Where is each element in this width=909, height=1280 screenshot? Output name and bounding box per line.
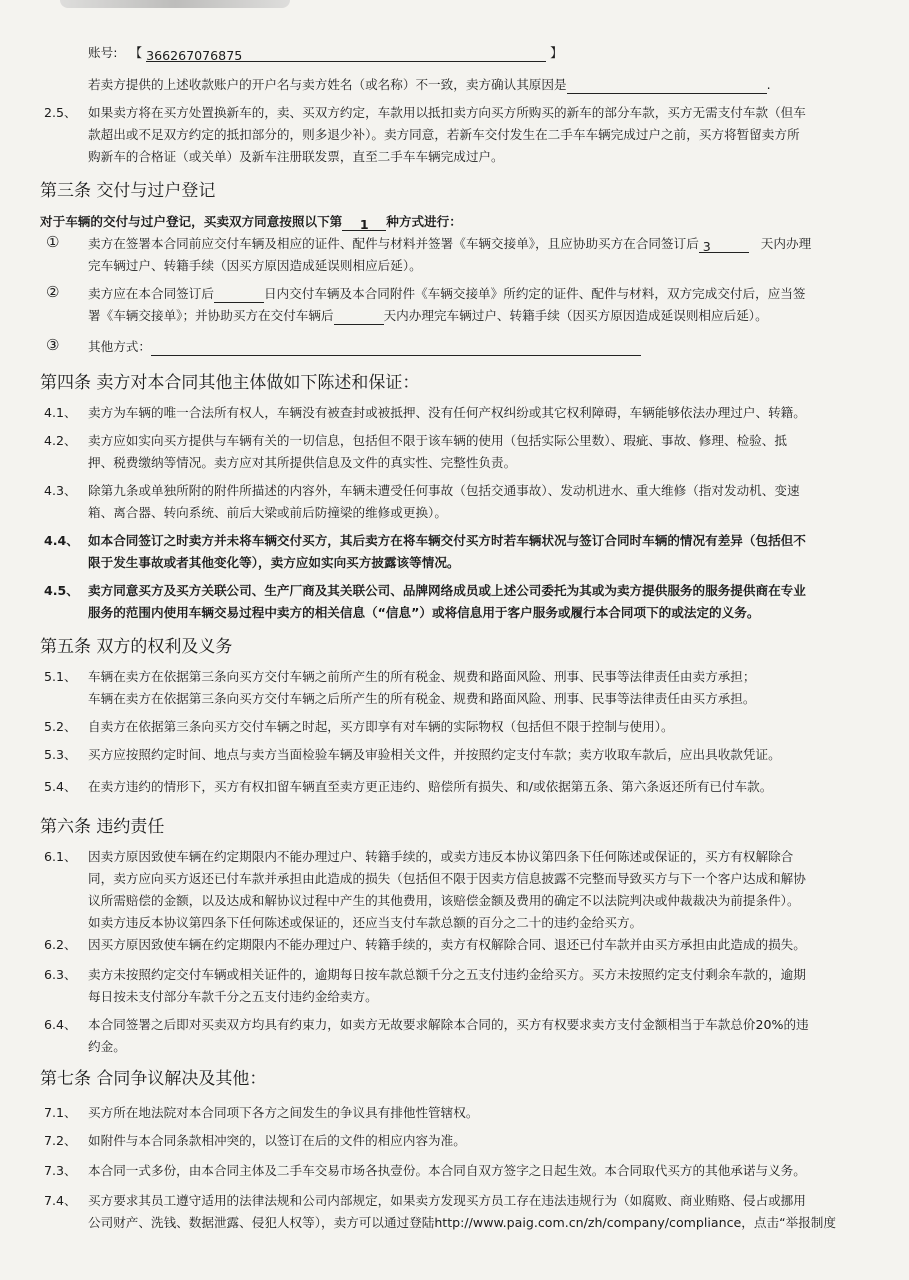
account-value: 366267076875 bbox=[146, 47, 546, 62]
clause-number: 4.3、 bbox=[44, 483, 77, 498]
clause-line: 每日按未支付部分车款千分之五支付违约金给卖方。 bbox=[88, 989, 378, 1004]
option-1-days: 3 bbox=[699, 238, 749, 253]
clause-number: 7.3、 bbox=[44, 1163, 77, 1178]
clause-line: 如附件与本合同条款相冲突的，以签订在后的文件的相应内容为准。 bbox=[88, 1133, 466, 1148]
clause-line: 议所需赔偿的金额，以及达成和解协议过程中产生的其他费用，该赔偿金额及费用的确定不以法院判决或仲裁裁决为前提条件）。 bbox=[88, 893, 800, 908]
clause-line: 公司财产、洗钱、数据泄露、侵犯人权等），卖方可以通过登陆http://www.paig.com.cn/zh/company/compliance，点击“举报制度 bbox=[88, 1215, 836, 1230]
clause-number: 5.4、 bbox=[44, 779, 77, 794]
option-2-mark: ② bbox=[46, 283, 60, 301]
option-2-days-blank bbox=[214, 288, 264, 303]
clause-number: 4.2、 bbox=[44, 433, 77, 448]
clause-number: 6.4、 bbox=[44, 1017, 77, 1032]
option-2-transfer-blank bbox=[334, 310, 384, 325]
clause-line: 买方要求其员工遵守适用的法律法规和公司内部规定，如果卖方发现买方员工存在违法违规行为（如腐败、商业贿赂、侵占或挪用 bbox=[88, 1193, 806, 1208]
clause-number: 6.3、 bbox=[44, 967, 77, 982]
mismatch-blank bbox=[567, 79, 767, 94]
article3-title: 第三条 交付与过户登记 bbox=[40, 181, 216, 201]
option-1-line1: 卖方在签署本合同前应交付车辆及相应的证件、配件与材料并签署《车辆交接单》，且应协助买方在合同签订后 3 天内办理 bbox=[88, 236, 812, 254]
account-label: 账号: bbox=[88, 45, 118, 60]
clause-number: 6.1、 bbox=[44, 849, 77, 864]
clause-line: 如本合同签订之时卖方并未将车辆交付买方，其后卖方在将车辆交付买方时若车辆状况与签订合同时车辆的情况有差异（包括但不 bbox=[88, 533, 806, 548]
clause-line: 如果卖方将在买方处置换新车的，卖、买双方约定，车款用以抵扣卖方向买方所购买的新车的部分车款，买方无需支付车款（但车 bbox=[88, 105, 806, 120]
clause-line: 同，卖方应向买方返还已付车款并承担由此造成的损失（包括但不限于因卖方信息披露不完整而导致买方与下一个客户达成和解协 bbox=[88, 871, 806, 886]
clause-line: 服务的范围内使用车辆交易过程中卖方的相关信息（“信息”）或将信息用于客户服务或履行本合同项下的或法定的义务。 bbox=[88, 605, 760, 620]
account-bracket-open: 【 bbox=[129, 45, 143, 60]
clause-line: 箱、离合器、转向系统、前后大梁或前后防撞梁的维修或更换）。 bbox=[88, 505, 447, 520]
scan-shadow bbox=[60, 0, 290, 8]
article5-title: 第五条 双方的权利及义务 bbox=[40, 637, 233, 657]
clause-number: 5.1、 bbox=[44, 669, 77, 684]
clause-line: 因买方原因致使车辆在约定期限内不能办理过户、转籍手续的，卖方有权解除合同、退还已付车款并由买方承担由此造成的损失。 bbox=[88, 937, 806, 952]
option-1-line2: 完车辆过户、转籍手续（因买方原因造成延误则相应后延）。 bbox=[88, 258, 422, 273]
account-line bbox=[88, 44, 563, 62]
clause-line: 买方应按照约定时间、地点与卖方当面检验车辆及审验相关文件，并按照约定支付车款；卖方收取车款后，应出具收款凭证。 bbox=[88, 747, 781, 762]
clause-line: 押、税费缴纳等情况。卖方应对其所提供信息及文件的真实性、完整性负责。 bbox=[88, 455, 517, 470]
option-2-line2: 署《车辆交接单》；并协助买方在交付车辆后 天内办理完车辆过户、转籍手续（因买方原因造成延误则相应后延）。 bbox=[88, 308, 768, 323]
clause-number: 7.4、 bbox=[44, 1193, 77, 1208]
option-3-mark: ③ bbox=[46, 336, 60, 354]
clause-line: 约金。 bbox=[88, 1039, 126, 1054]
article7-title: 第七条 合同争议解决及其他： bbox=[40, 1069, 267, 1089]
clause-line: 卖方同意买方及买方关联公司、生产厂商及其关联公司、品牌网络成员或上述公司委托为其或为卖方提供服务的服务提供商在专业 bbox=[88, 583, 806, 598]
option-3-line: 其他方式： bbox=[88, 338, 641, 356]
option-2-line1: 卖方应在本合同签订后 日内交付车辆及本合同附件《车辆交接单》所约定的证件、配件与材料，双方完成交付后，应当签 bbox=[88, 286, 806, 301]
clause-line: 车辆在卖方在依据第三条向买方交付车辆之前所产生的所有税金、规费和路面风险、刑事、民事等法律责任由卖方承担； bbox=[88, 669, 756, 684]
article3-lead: 对于车辆的交付与过户登记，买卖双方同意按照以下第 1 种方式进行： bbox=[40, 214, 462, 232]
clause-number: 4.1、 bbox=[44, 405, 77, 420]
clause-line: 自卖方在依据第三条向买方交付车辆之时起，买方即享有对车辆的实际物权（包括但不限于控制与使用）。 bbox=[88, 719, 674, 734]
clause-line: 除第九条或单独所附的附件所描述的内容外，车辆未遭受任何事故（包括交通事故）、发动机进水、重大维修（指对发动机、变速 bbox=[88, 483, 800, 498]
clause-line: 本合同签署之后即对买卖双方均具有约束力，如卖方无故要求解除本合同的，买方有权要求卖方支付金额相当于车款总价20%的违 bbox=[88, 1017, 809, 1032]
article6-title: 第六条 违约责任 bbox=[40, 817, 165, 837]
clause-number: 5.3、 bbox=[44, 747, 77, 762]
option-3-blank bbox=[151, 341, 641, 356]
clause-line: 购新车的合格证（或关单）及新车注册联发票，直至二手车车辆完成过户。 bbox=[88, 149, 504, 164]
clause-line: 车辆在卖方在依据第三条向买方交付车辆之后所产生的所有税金、规费和路面风险、刑事、民事等法律责任由买方承担。 bbox=[88, 691, 756, 706]
clause-line: 限于发生事故或者其他变化等），卖方应如实向买方披露该等情况。 bbox=[88, 555, 460, 570]
article4-title: 第四条 卖方对本合同其他主体做如下陈述和保证： bbox=[40, 373, 420, 393]
clause-number: 5.2、 bbox=[44, 719, 77, 734]
account-bracket-close: 】 bbox=[550, 45, 563, 60]
clause-line: 因卖方原因致使车辆在约定期限内不能办理过户、转籍手续的，或卖方违反本协议第四条下任何陈述或保证的，买方有权解除合 bbox=[88, 849, 794, 864]
clause-number: 7.1、 bbox=[44, 1105, 77, 1120]
method-number: 1 bbox=[342, 216, 386, 231]
mismatch-line: 若卖方提供的上述收款账户的开户名与卖方姓名（或名称）不一致，卖方确认其原因是 . bbox=[88, 77, 771, 92]
clause-line: 买方所在地法院对本合同项下各方之间发生的争议具有排他性管辖权。 bbox=[88, 1105, 479, 1120]
clause-number: 7.2、 bbox=[44, 1133, 77, 1148]
clause-number: 4.4、 bbox=[44, 533, 79, 548]
clause-number: 6.2、 bbox=[44, 937, 77, 952]
clause-line: 卖方为车辆的唯一合法所有权人，车辆没有被查封或被抵押、没有任何产权纠纷或其它权利障碍，车辆能够依法办理过户、转籍。 bbox=[88, 405, 806, 420]
clause-line: 款超出或不足双方约定的抵扣部分的，则多退少补）。卖方同意，若新车交付发生在二手车车辆完成过户之前，买方将暂留卖方所 bbox=[88, 127, 800, 142]
clause-line: 卖方未按照约定交付车辆或相关证件的，逾期每日按车款总额千分之五支付违约金给买方。买方未按照约定支付剩余车款的，逾期 bbox=[88, 967, 806, 982]
clause-line: 卖方应如实向买方提供与车辆有关的一切信息，包括但不限于该车辆的使用（包括实际公里数）、瑕疵、事故、修理、检验、抵 bbox=[88, 433, 787, 448]
clause-line: 本合同一式多份，由本合同主体及二手车交易市场各执壹份。本合同自双方签字之日起生效。本合同取代买方的其他承诺与义务。 bbox=[88, 1163, 806, 1178]
clause-line: 如卖方违反本协议第四条下任何陈述或保证的，还应当支付车款总额的百分之二十的违约金给买方。 bbox=[88, 915, 643, 930]
clause-number: 2.5、 bbox=[44, 105, 77, 120]
clause-number: 4.5、 bbox=[44, 583, 79, 598]
option-1-mark: ① bbox=[46, 233, 60, 251]
clause-line: 在卖方违约的情形下，买方有权扣留车辆直至卖方更正违约、赔偿所有损失、和/或依据第五条、第六条返还所有已付车款。 bbox=[88, 779, 773, 794]
